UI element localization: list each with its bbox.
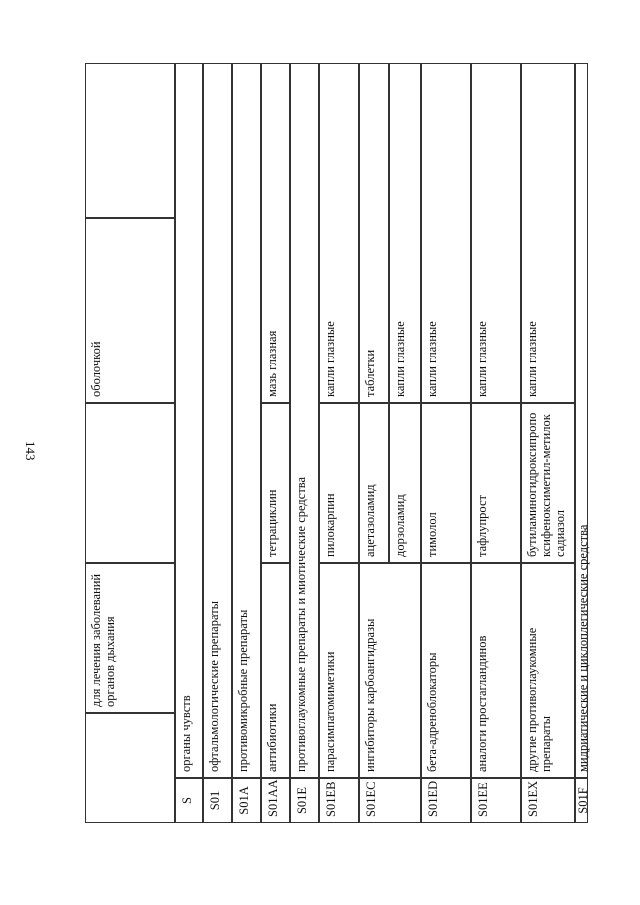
row-code: S01EX: [521, 778, 575, 823]
drug-cell: тафлупрост: [471, 403, 521, 563]
row-text: органы чувств: [175, 63, 203, 778]
row-code: S01EC: [359, 778, 421, 823]
header-drug-cell: [85, 403, 175, 563]
group-cell: другие противоглаукомные препараты: [521, 563, 575, 778]
row-code: S01: [203, 778, 232, 823]
page-number: 143: [23, 441, 38, 461]
group-cell: ингибиторы карбоангидразы: [359, 563, 421, 778]
group-cell: бета-адреноблокаторы: [421, 563, 471, 778]
drug-cell: ацетазоламид: [359, 403, 389, 563]
rotated-table-wrapper: [85, 63, 588, 823]
row-code: S01AA: [261, 778, 290, 823]
row-code: S01ED: [421, 778, 471, 823]
row-code: S01EE: [471, 778, 521, 823]
row-text: мидриатические и циклоплегические средства: [575, 63, 588, 778]
row-text: противоглаукомные препараты и миотические средства: [290, 63, 319, 778]
row-code: S01A: [232, 778, 261, 823]
row-code: S: [175, 778, 203, 823]
drug-cell: тетрациклин: [261, 403, 290, 563]
group-cell: антибиотики: [261, 563, 290, 778]
header-extra-cell: [85, 63, 175, 218]
form-cell: капли глазные: [389, 63, 421, 403]
form-cell: капли глазные: [421, 63, 471, 403]
drug-table: [85, 63, 588, 823]
drug-cell: бутиламиногидроксипропоксифеноксиметил-метилоксадиазол: [521, 403, 575, 563]
form-cell: капли глазные: [521, 63, 575, 403]
row-code: S01E: [290, 778, 319, 823]
row-text: офтальмологические препараты: [203, 63, 232, 778]
header-form-cell: оболочкой: [85, 218, 175, 403]
header-code-cell: [85, 713, 175, 823]
form-cell: капли глазные: [471, 63, 521, 403]
form-cell: таблетки: [359, 63, 389, 403]
form-cell: капли глазные: [319, 63, 359, 403]
drug-cell: дорзоламид: [389, 403, 421, 563]
row-code: S01F: [575, 778, 588, 823]
row-text: противомикробные препараты: [232, 63, 261, 778]
group-cell: парасимпатомиметики: [319, 563, 359, 778]
drug-cell: тимолол: [421, 403, 471, 563]
drug-cell: пилокарпин: [319, 403, 359, 563]
form-cell: мазь глазная: [261, 63, 290, 403]
row-code: S01EB: [319, 778, 359, 823]
group-cell: аналоги простагландинов: [471, 563, 521, 778]
header-group-cell: для лечения заболеваний органов дыхания: [85, 563, 175, 713]
